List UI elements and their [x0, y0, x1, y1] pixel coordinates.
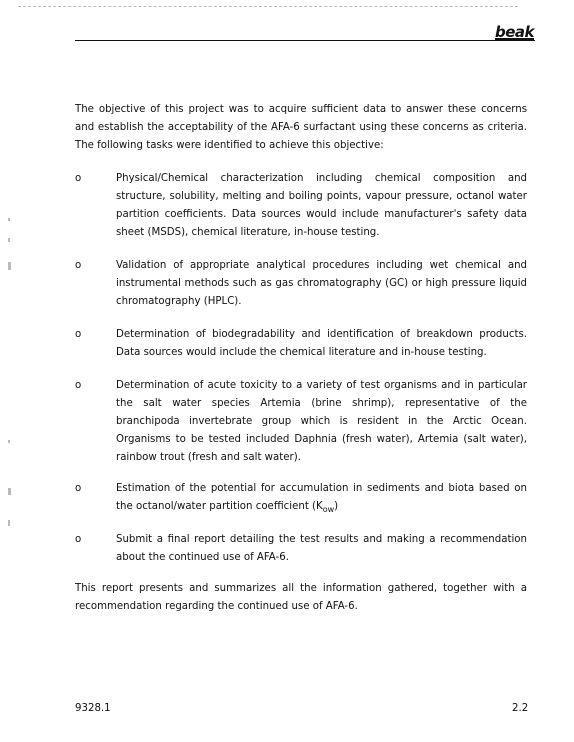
header-rule — [75, 40, 535, 41]
scan-speck — [8, 520, 10, 526]
bullet-icon: o — [75, 260, 82, 271]
document-number: 9328.1 — [75, 703, 111, 714]
bullet-icon: o — [75, 380, 82, 391]
closing-paragraph: This report presents and summarizes all the information gathered, together with a recommendation regarding the continued use of AFA-6. — [75, 583, 527, 612]
task-text-suffix: ) — [334, 501, 339, 512]
bullet-icon: o — [75, 534, 82, 545]
task-text: Determination of biodegradability and identification of breakdown products. Data sources would include the chemical literature and in-house testing. — [116, 329, 527, 358]
scan-speck — [8, 440, 10, 443]
beak-logo: beak — [495, 23, 535, 41]
bullet-icon: o — [75, 173, 82, 184]
scan-speck — [8, 238, 10, 242]
task-text: Submit a final report detailing the test results and making a recommendation about the continued use of AFA-6. — [116, 534, 527, 563]
task-text: Validation of appropriate analytical procedures including wet chemical and instrumental methods such as gas chromatography (GC) or high pressure liquid chromatography (HPLC). — [116, 260, 527, 307]
top-edge-rule — [18, 6, 518, 7]
scan-speck — [8, 488, 11, 495]
page-number: 2.2 — [512, 703, 529, 714]
task-text: Physical/Chemical characterization including chemical composition and structure, solubility, melting and boiling points, vapour pressure, octanol water partition coefficients. Data sources would include manufacturer's safety data sheet (MSDS), chemical literature, in-house testing. — [116, 173, 527, 238]
intro-paragraph: The objective of this project was to acquire sufficient data to answer these concerns and establish the acceptability of the AFA-6 surfactant using these concerns as criteria. The following tasks were identified to achieve this objective: — [75, 104, 527, 151]
task-text: Determination of acute toxicity to a variety of test organisms and in particular the salt water species Artemia (brine shrimp), representative of the branchipoda invertebrate group which is resident in the Arctic Ocean. Organisms to be tested included Daphnia (fresh water), Artemia (salt water), rainbow trout (fresh and salt water). — [116, 380, 527, 463]
kow-subscript: ow — [322, 505, 335, 515]
task-text — [116, 480, 527, 519]
bullet-icon: o — [75, 329, 82, 340]
task-text-main: Estimation of the potential for accumulation in sediments and biota based on the octanol/water partition coefficient (K — [116, 483, 527, 512]
bullet-icon: o — [75, 483, 82, 494]
scan-speck — [8, 218, 10, 221]
scan-speck — [8, 262, 11, 270]
